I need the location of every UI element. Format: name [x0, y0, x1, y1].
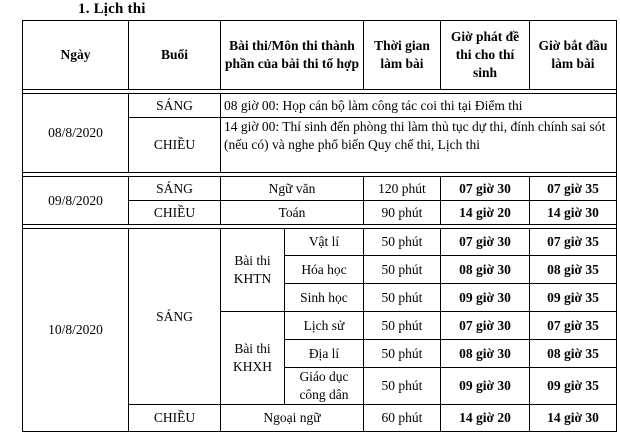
start-time-cell: 09 giờ 35 [530, 368, 617, 405]
session-cell: SÁNG [129, 177, 221, 201]
start-time-cell: 09 giờ 35 [530, 284, 617, 312]
date-cell: 09/8/2020 [23, 177, 129, 225]
subject-cell: Ngoại ngữ [221, 405, 364, 432]
session-cell: SÁNG [129, 229, 221, 405]
duration-cell: 50 phút [364, 312, 441, 340]
date-cell: 08/8/2020 [23, 94, 129, 173]
handout-time-cell: 09 giờ 30 [441, 368, 530, 405]
start-time-cell: 07 giờ 35 [530, 312, 617, 340]
header-date: Ngày [23, 21, 129, 90]
note-cell: 14 giờ 00: Thí sinh đến phòng thi làm thủ tục dự thi, đính chính sai sót (nếu có) và nghe phổ biến Quy chế thi, Lịch thi [221, 118, 617, 173]
subject-cell: Vật lí [285, 229, 364, 256]
date-cell: 10/8/2020 [23, 229, 129, 432]
handout-time-cell: 08 giờ 30 [441, 340, 530, 368]
handout-time-cell: 07 giờ 30 [441, 312, 530, 340]
header-handout-time: Giờ phát đề thi cho thí sinh [441, 21, 530, 90]
start-time-cell: 07 giờ 35 [530, 229, 617, 256]
test-group-khtn: Bài thi KHTN [221, 229, 285, 312]
start-time-cell: 14 giờ 30 [530, 405, 617, 432]
exam-schedule-table [22, 20, 617, 432]
table-row [23, 229, 617, 256]
start-time-cell: 07 giờ 35 [530, 177, 617, 201]
subject-cell: Địa lí [285, 340, 364, 368]
session-cell: CHIỀU [129, 405, 221, 432]
handout-time-cell: 07 giờ 30 [441, 177, 530, 201]
handout-time-cell: 14 giờ 20 [441, 405, 530, 432]
session-cell: CHIỀU [129, 201, 221, 225]
section-title: 1. Lịch thi [78, 1, 146, 17]
subject-cell: Hóa học [285, 256, 364, 284]
handout-time-cell: 09 giờ 30 [441, 284, 530, 312]
session-cell: SÁNG [129, 94, 221, 118]
duration-cell: 50 phút [364, 368, 441, 405]
duration-cell: 60 phút [364, 405, 441, 432]
start-time-cell: 08 giờ 35 [530, 256, 617, 284]
header-session: Buổi [129, 21, 221, 90]
subject-cell: Lịch sử [285, 312, 364, 340]
subject-cell: Giáo dục công dân [285, 368, 364, 405]
header-subject: Bài thi/Môn thi thành phần của bài thi tổ hợp [221, 21, 364, 90]
table-row [23, 94, 617, 118]
subject-cell: Ngữ văn [221, 177, 364, 201]
duration-cell: 120 phút [364, 177, 441, 201]
duration-cell: 50 phút [364, 229, 441, 256]
header-row [23, 21, 617, 90]
handout-time-cell: 08 giờ 30 [441, 256, 530, 284]
duration-cell: 90 phút [364, 201, 441, 225]
duration-cell: 50 phút [364, 284, 441, 312]
note-cell: 08 giờ 00: Họp cán bộ làm công tác coi thi tại Điểm thi [221, 94, 617, 118]
handout-time-cell: 07 giờ 30 [441, 229, 530, 256]
header-start-time: Giờ bắt đầu làm bài [530, 21, 617, 90]
subject-cell: Sinh học [285, 284, 364, 312]
table-row [23, 177, 617, 201]
start-time-cell: 14 giờ 30 [530, 201, 617, 225]
test-group-khxh: Bài thi KHXH [221, 312, 285, 405]
header-duration: Thời gian làm bài [364, 21, 441, 90]
session-cell: CHIỀU [129, 118, 221, 173]
handout-time-cell: 14 giờ 20 [441, 201, 530, 225]
duration-cell: 50 phút [364, 340, 441, 368]
subject-cell: Toán [221, 201, 364, 225]
duration-cell: 50 phút [364, 256, 441, 284]
start-time-cell: 08 giờ 35 [530, 340, 617, 368]
